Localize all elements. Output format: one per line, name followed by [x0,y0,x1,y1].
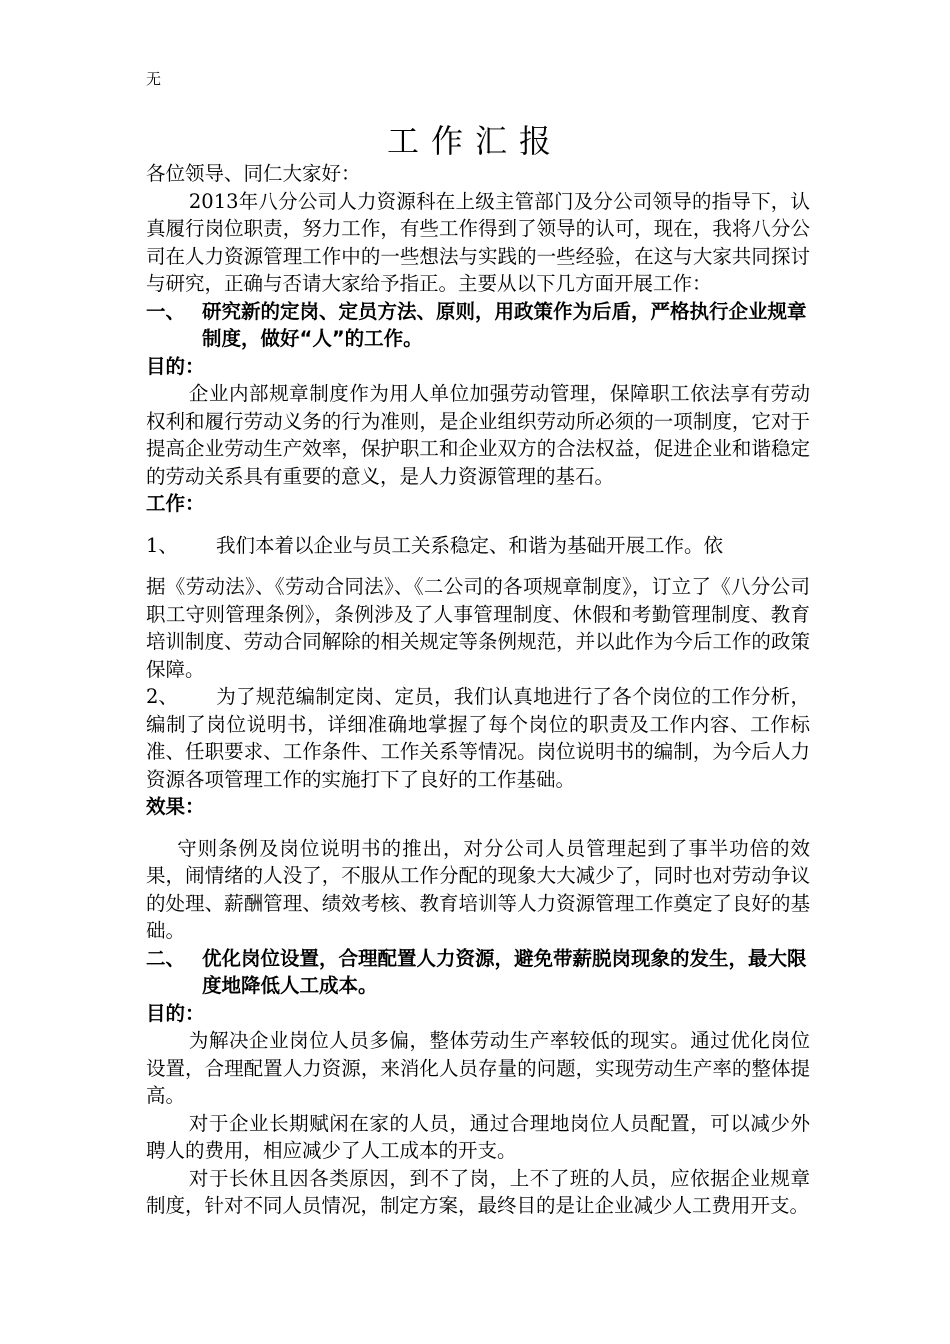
section1-effect-label: 效果： [146,795,205,818]
section2-paragraph-1: 为解决企业岗位人员多偏，整体劳动生产率较低的现实。通过优化岗位设置，合理配置人力资源，来消化人员存量的问题，实现劳动生产率的整体提高。 [146,1029,810,1107]
work-item-1-first: 我们本着以企业与员工关系稳定、和谐为基础开展工作。依 [216,533,724,557]
intro-paragraph: 2013年八分公司人力资源科在上级主管部门及分公司领导的指导下，认真履行岗位职责，努力工作，有些工作得到了领导的认可，现在，我将八分公司在人力资源管理工作中的一些想法与实践的一些经验，在这与大家共同探讨与研究，正确与否请大家给予指正。主要从以下几方面开展工作： [146,189,810,295]
work-item-1-number: 1、 [146,533,178,557]
section2-heading [146,945,810,1000]
greeting: 各位领导、同仁大家好： [146,162,361,185]
section1-purpose: 企业内部规章制度作为用人单位加强劳动管理，保障职工依法享有劳动权利和履行劳动义务的行为准则，是企业组织劳动所必须的一项制度，它对于提高企业劳动生产效率，保护职工和企业双方的合法权益，促进企业和谐稳定的劳动关系具有重要的意义，是人力资源管理的基石。 [146,382,810,488]
work-item-2 [146,683,810,793]
section2-number: 二、 [146,946,186,970]
section1-heading [146,298,810,353]
section2-heading-text: 优化岗位设置，合理配置人力资源，避免带薪脱岗现象的发生，最大限度地降低人工成本。 [202,946,807,997]
section2-purpose-label: 目的： [146,1001,205,1025]
section1-effect: 守则条例及岗位说明书的推出，对分公司人员管理起到了事半功倍的效果，闹情绪的人没了，不服从工作分配的现象大大减少了，同时也对劳动争议的处理、薪酬管理、绩效考核、教育培训等人力资源管理工作奠定了良好的基础。 [146,836,810,942]
section1-number: 一、 [146,299,186,323]
section1-heading-text: 研究新的定岗、定员方法、原则，用政策作为后盾，严格执行企业规章制度，做好“人”的工作。 [202,299,807,350]
header-mark: 无 [146,70,162,88]
work-item-2-text: 为了规范编制定岗、定员，我们认真地进行了各个岗位的工作分析，编制了岗位说明书，详细准确地掌握了每个岗位的职责及工作内容、工作标准、任职要求、工作条件、工作关系等情况。岗位说明书的编制，为今后人力资源各项管理工作的实施打下了良好的工作基础。 [146,685,810,791]
section1-work-label: 工作： [146,492,205,515]
page-title: 工作汇报 [386,122,563,160]
section2-paragraph-3: 对于长休且因各类原因，到不了岗，上不了班的人员，应依据企业规章制度，针对不同人员情况，制定方案，最终目的是让企业减少人工费用开支。 [146,1166,810,1217]
work-item-1 [146,532,810,560]
work-item-2-number: 2、 [146,685,178,708]
section2-paragraph-2: 对于企业长期赋闲在家的人员，通过合理地岗位人员配置，可以减少外聘人的费用，相应减少了人工成本的开支。 [146,1111,810,1162]
work-item-1-rest: 据《劳动法》、《劳动合同法》、《二公司的各项规章制度》，订立了《八分公司职工守则管理条例》，条例涉及了人事管理制度、休假和考勤管理制度、教育培训制度、劳动合同解除的相关规定等条例规范，并以此作为今后工作的政策保障。 [146,575,810,681]
document-body [146,160,810,1220]
section1-purpose-label: 目的： [146,354,205,378]
